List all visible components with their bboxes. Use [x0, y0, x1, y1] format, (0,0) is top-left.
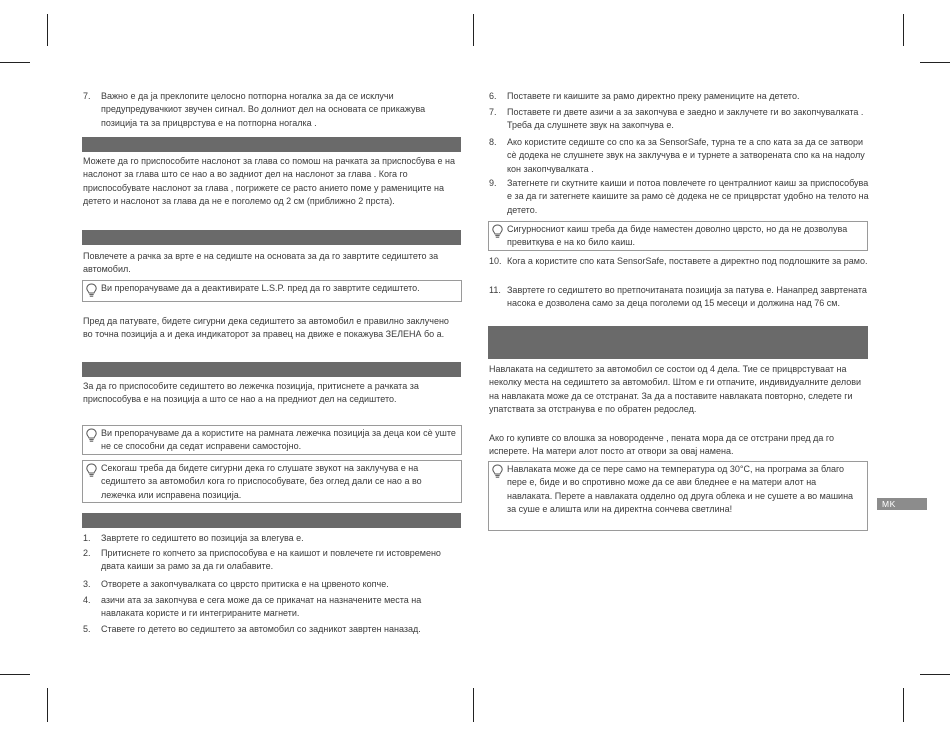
section-header-bar: [82, 362, 461, 377]
lightbulb-icon: [491, 224, 504, 239]
crop-mark: [473, 688, 474, 722]
crop-mark: [920, 674, 950, 675]
list-item-text: Поставете ги двете азичи а за закопчува е заедно и заклучете ги во закопчувалката . Треба да слушнете звук на закопчува е.: [507, 107, 864, 131]
language-tab: MK: [877, 498, 927, 510]
list-number: 8.: [489, 137, 497, 147]
section-header-bar: [82, 137, 461, 152]
list-number: 10.: [489, 256, 502, 266]
list-item-text: Притиснете го копчето за приспособува е на каишот и повлечете ги истовремено двата каиши за рамо за да ги олабавите.: [101, 548, 441, 572]
lightbulb-icon: [85, 428, 98, 443]
list-item-text: азичи ата за закопчува е сега може да се прикачат на назначените места на навлаката користе и ги интегрираните магнети.: [101, 595, 422, 619]
list-item-text: Поставете ги каишите за рамо директно преку рамениците на детето.: [507, 91, 800, 101]
note-text: Ви препорачуваме да а користите на рамната лежечка позиција за деца кои сè уште не се способни да седат исправени самостојно.: [101, 428, 456, 452]
lightbulb-icon: [85, 463, 98, 478]
crop-mark: [47, 14, 48, 46]
crop-mark: [920, 62, 950, 63]
list-number: 2.: [83, 548, 91, 558]
list-item-text: Ставете го детето во седиштето за автомобил со задникот завртен наназад.: [101, 624, 421, 634]
section-header-bar: [82, 513, 461, 528]
list-number: 11.: [489, 285, 501, 295]
note-text: Секогаш треба да бидете сигурни дека го слушате звукот на заклучува е на седиштето за автомобил кога го приспособувате, без оглед дали се нао а во лежечка или исправена позиција.: [101, 463, 422, 500]
headrest-paragraph: Можете да го приспособите наслонот за глава со помош на рачката за приспосбува е на наслонот за глава што се нао а во задниот дел на наслонот за глава . Кога го приспособувате наслонот за глава , погрижете се расто анието поме у рамениците на детето и наслонот за глава да не е поголемо од 2 см (приближно 2 прста).: [83, 156, 455, 207]
list-number: 7.: [83, 91, 91, 101]
note-box: [488, 461, 868, 531]
crop-mark: [47, 688, 48, 722]
list-number: 7.: [489, 107, 497, 117]
crop-mark: [473, 14, 474, 46]
list-item-text: Завртете го седиштето во позиција за влегува е.: [101, 533, 304, 543]
list-number: 3.: [83, 579, 91, 589]
list-item-text: Важно е да ја преклопите целосно потпорна ногалка за да се исклучи предупредувачкиот звучен сигнал. Во долниот дел на основата се прикажува позиција та за прицврстува е на потпорна ногалка .: [101, 91, 426, 128]
rotate-paragraph: Повлечете а рачка за врте е на седиште на основата за да го завртите седиштето за автомобил.: [83, 251, 439, 275]
list-number: 5.: [83, 624, 91, 634]
note-box: [82, 425, 462, 455]
crop-mark: [0, 62, 30, 63]
list-item-text: Кога а користите спо ката SensorSafe, поставете а директно под подлошките за рамо.: [507, 256, 868, 266]
lightbulb-icon: [491, 464, 504, 479]
list-number: 1.: [83, 533, 91, 543]
list-number: 9.: [489, 178, 497, 188]
cover-paragraph: Навлаката на седиштето за автомобил се состои од 4 дела. Тие се прицврстуваат на неколку места на седиштето за автомобил. Штом е ги отпачите, индивидуалните делови на навлаката може да се отстранат. За да а поставите навлаката повторно, следете ги упатствата за отстранува е по обратен редослед.: [489, 364, 862, 415]
lightbulb-icon: [85, 283, 98, 298]
list-item-text: Отворете а закопчувалката со цврсто притиска е на црвеното копче.: [101, 579, 389, 589]
list-number: 6.: [489, 91, 497, 101]
crop-mark: [903, 14, 904, 46]
cover-paragraph: Ако го купивте со влошка за новороденче , пената мора да се отстрани пред да го исперете. На матери алот посто ат отвори за овај намена.: [489, 433, 835, 457]
crop-mark: [903, 688, 904, 722]
note-box: [488, 221, 868, 251]
list-item-text: Ако користите седиште со спо ка за SensorSafe, турна те а спо ката за да се затвори сè додека не слушнете звук на заклучува е и турнете а затворената спо ка на надолу кон закопчувалката .: [507, 137, 865, 174]
note-text: Сигурносниот каиш треба да биде наместен доволно цврсто, но да не дозволува превиткува е на ко било каиш.: [507, 224, 848, 248]
note-box: [82, 280, 462, 302]
section-header-bar: [488, 326, 868, 359]
recline-paragraph: За да го приспособите седиштето во лежечка позиција, притиснете а рачката за приспособува е на позиција а што се нао а на предниот дел на седиштето.: [83, 381, 419, 405]
note-text: Ви препорачуваме да а деактивирате L.S.P. пред да го завртите седиштето.: [101, 283, 420, 293]
list-item-text: Затегнете ги скутните каиши и потоа повлечете го централниот каиш за приспособува е за да ги затегнете каишите за рамо сè додека не се прицврстат удобно на телото на детето.: [507, 178, 869, 215]
section-header-bar: [82, 230, 461, 245]
check-paragraph: Пред да патувате, бидете сигурни дека седиштето за автомобил е правилно заклучено во точна позиција а и дека индикаторот за правец на движе е покажува ЗЕЛЕНА бо а.: [83, 316, 449, 340]
list-item-text: Завртете го седиштето во претпочитаната позиција за патува е. Нанапред завртената насока е дозволена само за деца поголеми од 15 месеци и должина над 76 см.: [507, 285, 867, 309]
crop-mark: [0, 674, 30, 675]
list-number: 4.: [83, 595, 91, 605]
note-box: [82, 460, 462, 503]
note-text: Навлаката може да се пере само на температура од 30°C, на програма за благо пере е, биде и во спротивно може да се ави бледнее е на матери алот на навлаката. Перете а навлаката одделно од друга облека и не сушете а во машина за суше е алишта или на директна сончева светлина!: [507, 464, 854, 515]
